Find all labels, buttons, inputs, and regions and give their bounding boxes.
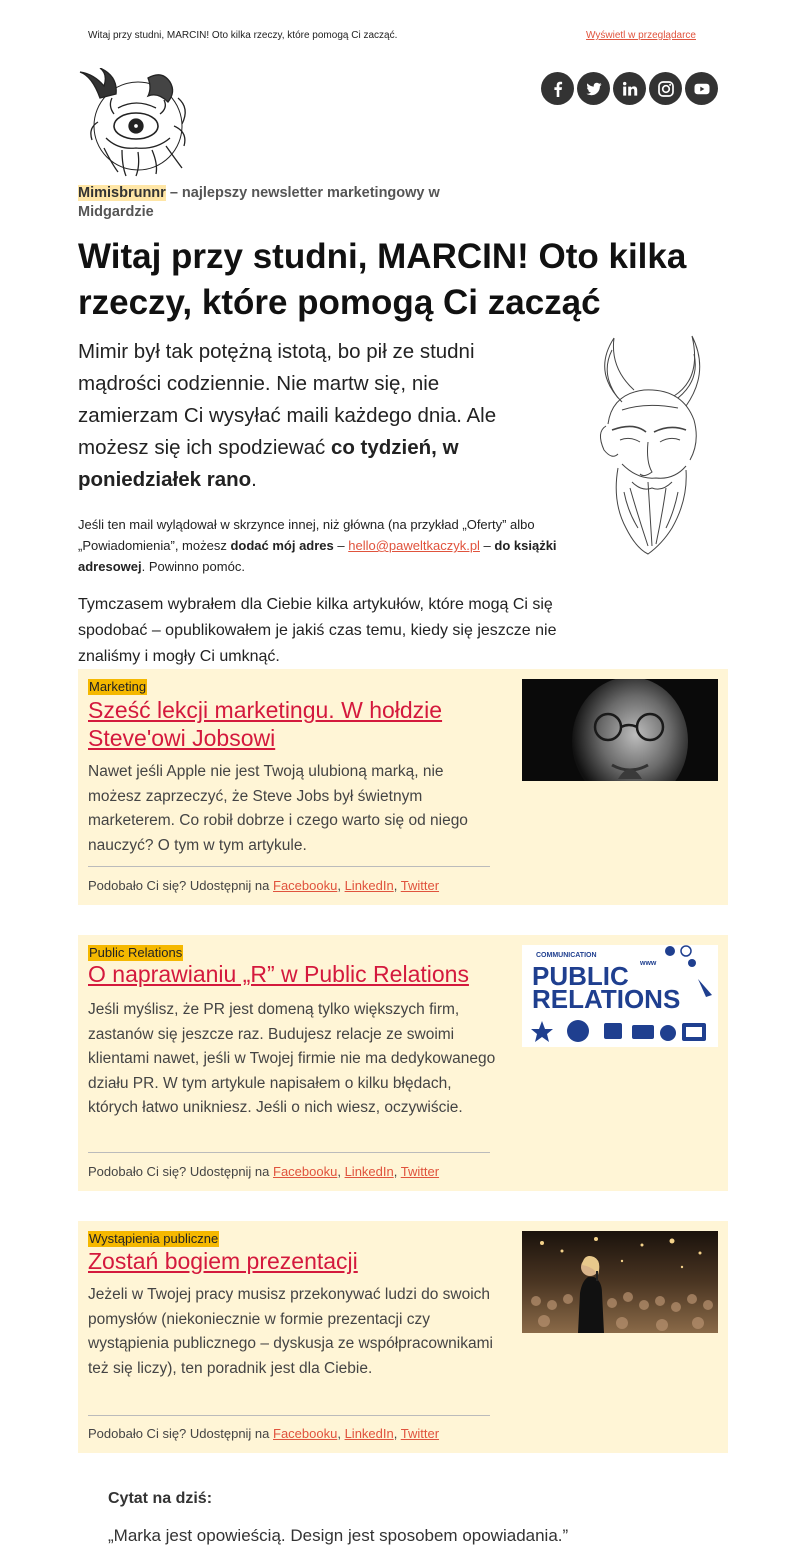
article-title-link[interactable]: Sześć lekcji marketingu. W hołdzie Steve'owi Jobsowi xyxy=(88,697,443,751)
article-title-link[interactable]: O naprawianiu „R” w Public Relations xyxy=(88,961,469,987)
share-sep: , xyxy=(337,1164,345,1179)
note-text-3: – xyxy=(479,538,495,553)
share-linkedin-link[interactable]: LinkedIn xyxy=(344,878,394,893)
article-thumbnail[interactable] xyxy=(522,945,718,1047)
preheader-text: Witaj przy studni, MARCIN! Oto kilka rzeczy, które pomogą Ci zacząć. xyxy=(88,30,398,41)
article-description: Jeśli myślisz, że PR jest domeną tylko większych firm, zastanów się jeszcze raz. Budujesz relacje ze swoimi klientami nawet, jeśli w Twojej firmie nie ma dedykowanego działu PR. W tym artykule napisałem o kilku błędach, których łatwo unikniesz. Jeśli o nich wiesz, oczywiście. xyxy=(88,1001,496,1116)
articles-intro: Tymczasem wybrałem dla Ciebie kilka artykułów, które mogą Ci się spodobać – opublikowałem je jakiś czas temu, kiedy się jeszcze nie znaliśmy i mogły Ci umknąć. xyxy=(78,596,557,665)
note-bold-1: dodać mój adres xyxy=(230,538,334,553)
share-sep: , xyxy=(337,1426,345,1441)
article-thumbnail[interactable] xyxy=(522,679,718,781)
share-twitter-link[interactable]: Twitter xyxy=(400,878,440,893)
article-category: Marketing xyxy=(89,679,147,694)
share-sep: , xyxy=(337,878,345,893)
mimisbrunnr-logo xyxy=(78,68,196,178)
pr-image-www-text: www xyxy=(640,960,657,967)
intro-paragraph xyxy=(78,336,538,496)
article-card xyxy=(78,1221,728,1453)
article-category: Public Relations xyxy=(89,945,183,960)
view-in-browser-link[interactable]: Wyświetl w przeglądarce xyxy=(586,30,696,41)
pr-image-line2: RELATIONS xyxy=(532,984,681,1014)
tagline xyxy=(78,184,498,222)
article-card xyxy=(78,669,728,905)
share-prefix: Podobało Ci się? Udostępnij na xyxy=(88,878,274,893)
facebook-icon[interactable] xyxy=(541,72,574,105)
quote-label: Cytat na dziś: xyxy=(108,1490,213,1507)
article-description: Nawet jeśli Apple nie jest Twoją ulubioną marką, nie możesz zaprzeczyć, że Steve Jobs był świetnym marketerem. Co robił dobrze i czego warto się od niego nauczyć? O tym w tym artykule. xyxy=(88,763,468,854)
article-category: Wystąpienia publiczne xyxy=(89,1231,219,1246)
share-row xyxy=(88,878,439,893)
divider xyxy=(88,866,490,867)
brand-name: Mimisbrunnr xyxy=(78,185,166,201)
linkedin-icon[interactable] xyxy=(613,72,646,105)
article-thumbnail[interactable] xyxy=(522,1231,718,1333)
share-facebook-link[interactable]: Facebooku xyxy=(273,878,338,893)
note-text-1: Jeśli ten mail wylądował w skrzynce innej, niż główna (na przykład „Oferty” albo „Powiadomienia”, możesz xyxy=(78,517,535,553)
article-description: Jeżeli w Twojej pracy musisz przekonywać ludzi do swoich pomysłów (niekoniecznie w formie prezentacji czy wystąpienia publicznego – dyskusja ze współpracownikami też się liczy), ten poradnik jest dla Ciebie. xyxy=(88,1286,493,1377)
pr-image-top-text: COMMUNICATION xyxy=(536,952,597,959)
note-bold-2: do książki adresowej xyxy=(78,538,557,574)
share-twitter-link[interactable]: Twitter xyxy=(400,1164,440,1179)
twitter-icon[interactable] xyxy=(577,72,610,105)
note-text-2: – xyxy=(333,538,349,553)
divider xyxy=(88,1152,490,1153)
youtube-icon[interactable] xyxy=(685,72,718,105)
article-title-link[interactable]: Zostań bogiem prezentacji xyxy=(88,1248,358,1274)
quote-text: „Marka jest opowieścią. Design jest sposobem opowiadania.” xyxy=(108,1526,569,1545)
share-linkedin-link[interactable]: LinkedIn xyxy=(344,1426,394,1441)
page-title: Witaj przy studni, MARCIN! Oto kilka rzeczy, które pomogą Ci zacząć xyxy=(78,237,687,322)
social-icons xyxy=(541,72,718,105)
tagline-text: – najlepszy newsletter marketingowy w Midgardzie xyxy=(78,185,440,220)
share-sep: , xyxy=(393,878,401,893)
divider xyxy=(88,1415,490,1416)
share-twitter-link[interactable]: Twitter xyxy=(400,1426,440,1441)
share-sep: , xyxy=(393,1164,401,1179)
pr-image-line1: PUBLIC xyxy=(532,961,629,991)
share-linkedin-link[interactable]: LinkedIn xyxy=(344,1164,394,1179)
share-prefix: Podobało Ci się? Udostępnij na xyxy=(88,1426,274,1441)
intro-bold: co tydzień, w poniedziałek rano xyxy=(78,436,459,491)
address-book-note xyxy=(78,514,558,577)
intro-end: . xyxy=(251,468,257,491)
note-text-4: . Powinno pomóc. xyxy=(141,559,245,574)
share-prefix: Podobało Ci się? Udostępnij na xyxy=(88,1164,274,1179)
mimir-illustration xyxy=(582,332,722,562)
email-link[interactable]: hello@paweltkaczyk.pl xyxy=(348,538,480,553)
intro-text: Mimir był tak potężną istotą, bo pił ze studni mądrości codziennie. Nie martw się, nie zamierzam Ci wysyłać maili każdego dnia. Ale możesz się ich spodziewać xyxy=(78,340,497,459)
share-facebook-link[interactable]: Facebooku xyxy=(273,1164,338,1179)
share-facebook-link[interactable]: Facebooku xyxy=(273,1426,338,1441)
share-row xyxy=(88,1164,439,1179)
article-card xyxy=(78,935,728,1191)
share-row xyxy=(88,1426,439,1441)
share-sep: , xyxy=(393,1426,401,1441)
instagram-icon[interactable] xyxy=(649,72,682,105)
